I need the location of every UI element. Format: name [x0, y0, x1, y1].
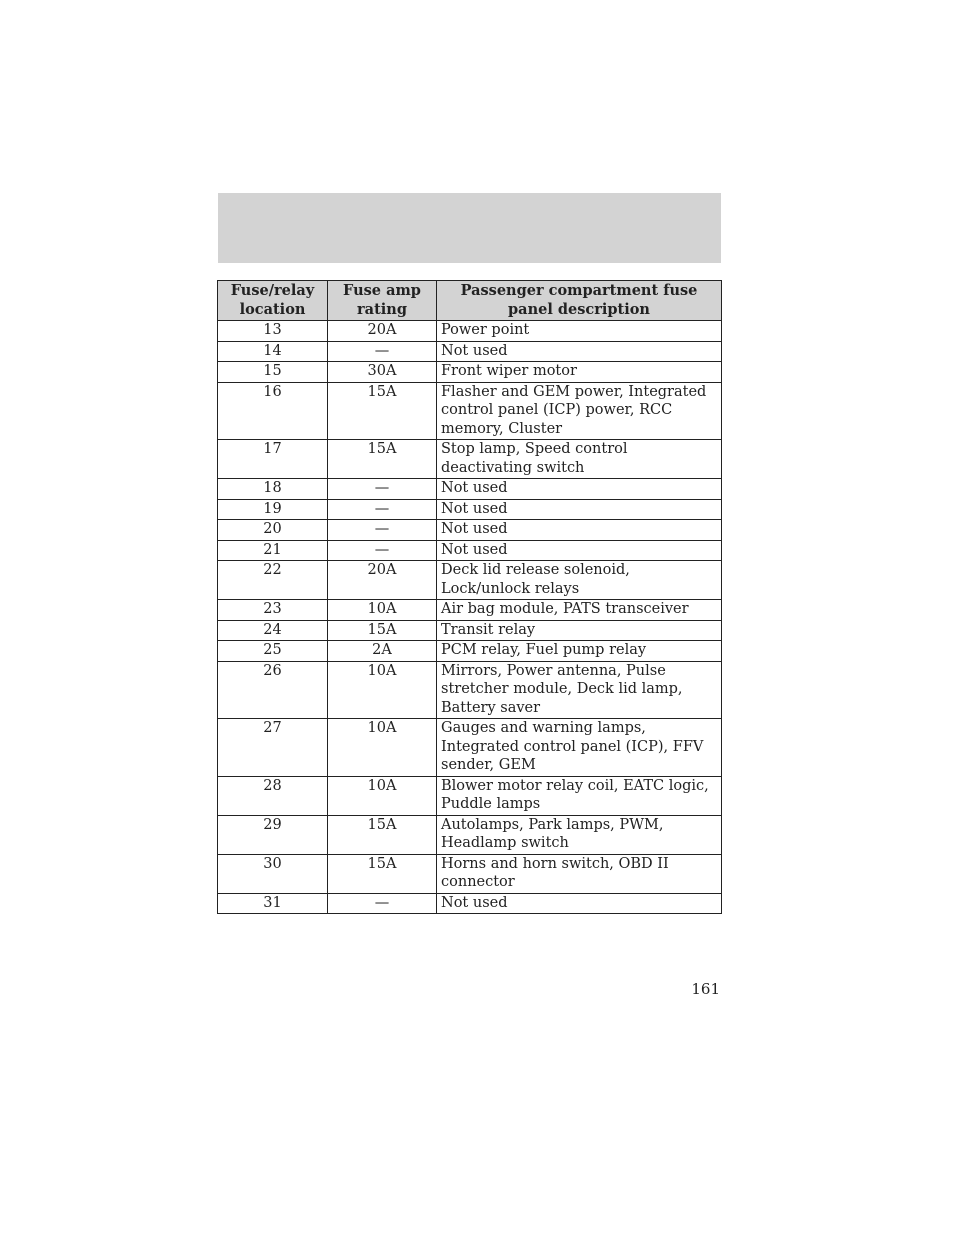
fuse-rating-cell: 30A	[328, 362, 437, 383]
fuse-description-cell: Deck lid release solenoid, Lock/unlock relays	[437, 561, 722, 600]
fuse-rating-cell: 15A	[328, 440, 437, 479]
fuse-rating-cell: 15A	[328, 382, 437, 440]
fuse-description-cell: Not used	[437, 499, 722, 520]
fuse-rating-cell: 10A	[328, 776, 437, 815]
fuse-rating-cell: 10A	[328, 600, 437, 621]
fuse-rating-cell: —	[328, 341, 437, 362]
fuse-location-cell: 25	[218, 641, 328, 662]
fuse-description-cell: Autolamps, Park lamps, PWM, Headlamp switch	[437, 815, 722, 854]
table-row	[218, 815, 722, 854]
fuse-description-cell: PCM relay, Fuel pump relay	[437, 641, 722, 662]
fuse-location-cell: 13	[218, 321, 328, 342]
fuse-rating-cell: 15A	[328, 620, 437, 641]
fuse-rating-cell: 20A	[328, 321, 437, 342]
fuse-description-cell: Not used	[437, 341, 722, 362]
page-number: 161	[691, 980, 720, 998]
table-row	[218, 776, 722, 815]
header-location: Fuse/relay location	[218, 281, 328, 321]
fuse-rating-cell: 10A	[328, 719, 437, 777]
fuse-rating-cell: —	[328, 499, 437, 520]
table-row	[218, 382, 722, 440]
fuse-description-cell: Power point	[437, 321, 722, 342]
table-row	[218, 620, 722, 641]
fuse-location-cell: 24	[218, 620, 328, 641]
fuse-rating-cell: 2A	[328, 641, 437, 662]
table-row	[218, 362, 722, 383]
header-band	[218, 193, 721, 263]
fuse-location-cell: 15	[218, 362, 328, 383]
fuse-description-cell: Front wiper motor	[437, 362, 722, 383]
fuse-rating-cell: 10A	[328, 661, 437, 719]
fuse-table	[217, 280, 722, 914]
fuse-description-cell: Gauges and warning lamps, Integrated control panel (ICP), FFV sender, GEM	[437, 719, 722, 777]
fuse-description-cell: Stop lamp, Speed control deactivating switch	[437, 440, 722, 479]
table-header-row	[218, 281, 722, 321]
table-row	[218, 440, 722, 479]
fuse-location-cell: 27	[218, 719, 328, 777]
fuse-location-cell: 16	[218, 382, 328, 440]
fuse-description-cell: Not used	[437, 520, 722, 541]
fuse-description-cell: Not used	[437, 540, 722, 561]
fuse-rating-cell: 15A	[328, 854, 437, 893]
table-row	[218, 499, 722, 520]
header-rating: Fuse amp rating	[328, 281, 437, 321]
fuse-rating-cell: —	[328, 540, 437, 561]
fuse-location-cell: 23	[218, 600, 328, 621]
fuse-location-cell: 14	[218, 341, 328, 362]
fuse-location-cell: 22	[218, 561, 328, 600]
fuse-location-cell: 17	[218, 440, 328, 479]
fuse-location-cell: 28	[218, 776, 328, 815]
fuse-table-body	[218, 321, 722, 914]
table-row	[218, 661, 722, 719]
fuse-rating-cell: —	[328, 520, 437, 541]
fuse-location-cell: 19	[218, 499, 328, 520]
fuse-location-cell: 30	[218, 854, 328, 893]
fuse-description-cell: Blower motor relay coil, EATC logic, Puddle lamps	[437, 776, 722, 815]
fuse-description-cell: Air bag module, PATS transceiver	[437, 600, 722, 621]
table-row	[218, 600, 722, 621]
fuse-location-cell: 29	[218, 815, 328, 854]
fuse-description-cell: Not used	[437, 893, 722, 914]
fuse-description-cell: Not used	[437, 479, 722, 500]
table-row	[218, 719, 722, 777]
table-row	[218, 520, 722, 541]
fuse-rating-cell: —	[328, 479, 437, 500]
fuse-rating-cell: 20A	[328, 561, 437, 600]
header-description: Passenger compartment fuse panel description	[437, 281, 722, 321]
table-row	[218, 641, 722, 662]
table-row	[218, 341, 722, 362]
fuse-rating-cell: 15A	[328, 815, 437, 854]
table-row	[218, 321, 722, 342]
fuse-description-cell: Flasher and GEM power, Integrated control panel (ICP) power, RCC memory, Cluster	[437, 382, 722, 440]
fuse-description-cell: Mirrors, Power antenna, Pulse stretcher module, Deck lid lamp, Battery saver	[437, 661, 722, 719]
fuse-rating-cell: —	[328, 893, 437, 914]
table-row	[218, 479, 722, 500]
fuse-location-cell: 21	[218, 540, 328, 561]
fuse-location-cell: 31	[218, 893, 328, 914]
table-row	[218, 540, 722, 561]
fuse-description-cell: Horns and horn switch, OBD II connector	[437, 854, 722, 893]
fuse-location-cell: 18	[218, 479, 328, 500]
fuse-location-cell: 20	[218, 520, 328, 541]
table-row	[218, 561, 722, 600]
fuse-location-cell: 26	[218, 661, 328, 719]
table-row	[218, 854, 722, 893]
fuse-description-cell: Transit relay	[437, 620, 722, 641]
table-row	[218, 893, 722, 914]
